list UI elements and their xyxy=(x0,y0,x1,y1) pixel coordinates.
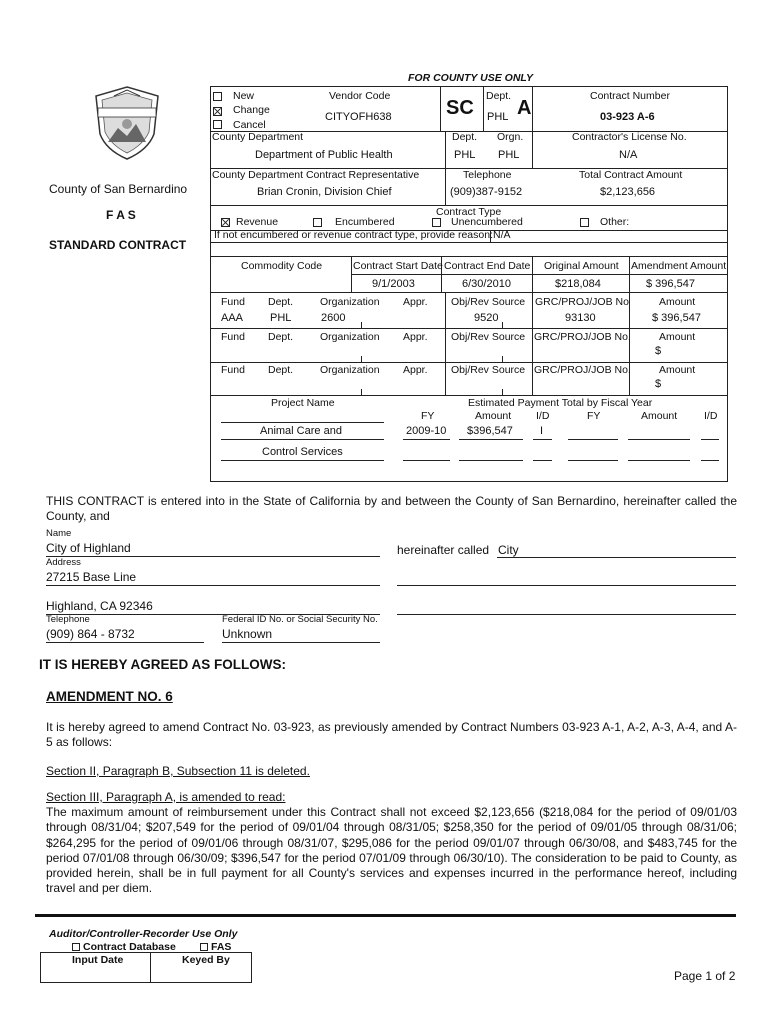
telephone-label: Telephone xyxy=(463,169,512,181)
contract-type-label: Contract Type xyxy=(436,206,502,218)
fund-appr-label: Appr. xyxy=(403,296,428,308)
fund-amount-label: Amount xyxy=(659,331,696,343)
amendment-amount-label: Amendment Amount xyxy=(631,260,727,272)
fund-obj-label: Obj/Rev Source xyxy=(451,364,526,376)
revenue-label: Revenue xyxy=(236,216,279,228)
contract-database-label: Contract Database xyxy=(83,941,176,953)
fund-amount-value: $ 396,547 xyxy=(652,312,701,324)
other-label: Other: xyxy=(600,216,630,228)
amendment-heading: AMENDMENT NO. 6 xyxy=(46,689,173,704)
cancel-label: Cancel xyxy=(233,119,266,131)
new-checkbox[interactable] xyxy=(213,92,222,101)
address-line2: Highland, CA 92346 xyxy=(46,599,153,613)
dept2-value: PHL xyxy=(454,149,476,161)
contract-number-label: Contract Number xyxy=(590,90,670,102)
telephone-field-label: Telephone xyxy=(46,614,90,625)
project-name-label: Project Name xyxy=(271,397,335,409)
address-label: Address xyxy=(46,557,81,568)
unencumbered-checkbox[interactable] xyxy=(432,218,441,227)
rep-value: Brian Cronin, Division Chief xyxy=(257,186,392,198)
orgn-value: PHL xyxy=(498,149,520,161)
project-name-line2: Control Services xyxy=(262,446,343,458)
telephone-value: (909)387-9152 xyxy=(450,186,523,198)
license-label: Contractor's License No. xyxy=(572,131,687,143)
dept2-label: Dept. xyxy=(452,131,478,143)
fund-grc-label: GRC/PROJ/JOB No xyxy=(535,296,629,308)
fund-grc-label: GRC/PROJ/JOB No. xyxy=(534,331,631,343)
standard-contract-title: STANDARD CONTRACT xyxy=(49,238,187,252)
auditor-label: Auditor/Controller-Recorder Use Only xyxy=(49,928,238,940)
fund-label: Fund xyxy=(221,331,245,343)
fund-grc-label: GRC/PROJ/JOB No. xyxy=(534,364,631,376)
fund-amount-label: Amount xyxy=(659,296,696,308)
start-date-value: 9/1/2003 xyxy=(372,278,415,290)
fund-org-label: Organization xyxy=(320,331,380,343)
vendor-code-value: CITYOFH638 xyxy=(325,111,392,123)
amount-label-2: Amount xyxy=(641,410,678,422)
vendor-code-label: Vendor Code xyxy=(329,90,391,102)
change-checkbox[interactable] xyxy=(213,107,222,116)
sc-code: SC xyxy=(446,97,474,119)
fedid-value: Unknown xyxy=(222,627,273,641)
dept-value: PHL xyxy=(487,111,509,123)
name-value: City of Highland xyxy=(46,541,131,555)
county-department-label: County Department xyxy=(212,131,304,143)
keyed-by-label: Keyed By xyxy=(182,954,230,966)
fund-amount-value: $ xyxy=(655,378,662,390)
page-number: Page 1 of 2 xyxy=(674,969,736,983)
fund-obj-value: 9520 xyxy=(474,312,499,324)
fund-amount-label: Amount xyxy=(659,364,696,376)
fund-dept-label: Dept. xyxy=(268,331,294,343)
for-county-use-only: FOR COUNTY USE ONLY xyxy=(408,72,534,84)
encumbered-label: Encumbered xyxy=(335,216,395,228)
input-date-label: Input Date xyxy=(72,954,124,966)
fund-dept-value: PHL xyxy=(270,312,292,324)
telephone-field-value: (909) 864 - 8732 xyxy=(46,627,135,641)
name-label: Name xyxy=(46,528,72,539)
payment-amount-value: $396,547 xyxy=(467,425,513,437)
reason-value: N/A xyxy=(493,229,511,241)
fas-label: FAS xyxy=(211,941,232,953)
total-value: $2,123,656 xyxy=(600,186,656,198)
project-name-line1: Animal Care and xyxy=(260,425,342,437)
change-label: Change xyxy=(233,104,270,116)
amendment-amount-value: $ 396,547 xyxy=(646,278,695,290)
fund-label: Fund xyxy=(221,296,245,308)
fund-amount-value: $ xyxy=(655,345,662,357)
fund-grc-value: 93130 xyxy=(565,312,596,324)
fedid-label: Federal ID No. or Social Security No. xyxy=(222,614,378,625)
fy-value: 2009-10 xyxy=(406,425,447,437)
dept-label: Dept. xyxy=(486,90,512,102)
county-name: County of San Bernardino xyxy=(49,182,188,196)
hereinafter-value: City xyxy=(498,543,519,557)
reason-label: If not encumbered or revenue contract type, provide reason: xyxy=(214,229,493,241)
commodity-code-label: Commodity Code xyxy=(241,260,323,272)
fund-org-label: Organization xyxy=(320,364,380,376)
county-seal xyxy=(88,84,166,162)
hereinafter-label: hereinafter called xyxy=(397,543,490,557)
cancel-checkbox[interactable] xyxy=(213,120,222,129)
amount-label: Amount xyxy=(475,410,512,422)
end-date-label: Contract End Date xyxy=(444,260,531,272)
id-label-2: I/D xyxy=(704,410,718,422)
fund-obj-label: Obj/Rev Source xyxy=(451,331,526,343)
amendment-intro: It is hereby agreed to amend Contract No. 03-923, as previously amended by Contract Numbers 03-923 A-1, A-2, A-3, A-4, and A-5 as follows: xyxy=(46,720,737,750)
county-department-value: Department of Public Health xyxy=(255,149,393,161)
original-amount-value: $218,084 xyxy=(555,278,601,290)
fund-appr-label: Appr. xyxy=(403,364,428,376)
fund-dept-label: Dept. xyxy=(268,364,294,376)
id-label: I/D xyxy=(536,410,550,422)
amend-letter: A xyxy=(517,97,532,119)
fund-appr-label: Appr. xyxy=(403,331,428,343)
other-checkbox[interactable] xyxy=(580,218,589,227)
contract-number-value: 03-923 A-6 xyxy=(600,111,655,123)
contract-database-checkbox[interactable] xyxy=(72,943,80,951)
end-date-value: 6/30/2010 xyxy=(462,278,511,290)
fy-label-2: FY xyxy=(587,410,601,422)
new-label: New xyxy=(233,90,255,102)
agreed-heading: IT IS HEREBY AGREED AS FOLLOWS: xyxy=(39,657,287,672)
fund-label: Fund xyxy=(221,364,245,376)
rep-label: County Department Contract Representative xyxy=(212,169,420,181)
unencumbered-label: Unencumbered xyxy=(451,216,523,228)
encumbered-checkbox[interactable] xyxy=(313,218,322,227)
start-date-label: Contract Start Date xyxy=(353,260,443,272)
fund-dept-label: Dept. xyxy=(268,296,294,308)
estimated-payment-label: Estimated Payment Total by Fiscal Year xyxy=(468,397,653,409)
orgn-label: Orgn. xyxy=(497,131,524,143)
section-ii-text: Section II, Paragraph B, Subsection 11 is deleted. xyxy=(46,764,310,778)
fund-org-label: Organization xyxy=(320,296,380,308)
fy-label: FY xyxy=(421,410,435,422)
fas-checkbox[interactable] xyxy=(200,943,208,951)
id-value: I xyxy=(540,425,544,437)
fund-org-value: 2600 xyxy=(321,312,346,324)
intro-text: THIS CONTRACT is entered into in the State of California by and between the County of San Bernardino, hereinafter called the County, and xyxy=(46,494,737,524)
fas-title: F A S xyxy=(106,208,136,222)
original-amount-label: Original Amount xyxy=(544,260,619,272)
section-iii-heading: Section III, Paragraph A, is amended to read: xyxy=(46,790,286,804)
address-line1: 27215 Base Line xyxy=(46,570,137,584)
license-value: N/A xyxy=(619,149,638,161)
fund-obj-label: Obj/Rev Source xyxy=(451,296,526,308)
section-iii-text: The maximum amount of reimbursement under this Contract shall not exceed $2,123,656 ($218,084 for the period of 09/01/03 through 08/31/04; $207,549 for the period of 09/01/04 through 08/31/05; $258,350 for the period of 09/01/05 through 08/31/06; $264,295 for the period of 09/01/06 through 08/31/07, $295,086 for the period 09/01/07 through 06/30/08, and $483,745 for the period 07/01/08 through 06/30/09; $396,547 for the period 07/01/09 through 06/30/10). The consideration to be paid to County, as provided herein, shall be in full payment for all County's services and expenses incurred in the performance hereof, including travel and per diem. xyxy=(46,805,737,896)
revenue-checkbox[interactable] xyxy=(221,218,230,227)
total-label: Total Contract Amount xyxy=(579,169,683,181)
fund-value: AAA xyxy=(221,312,244,324)
